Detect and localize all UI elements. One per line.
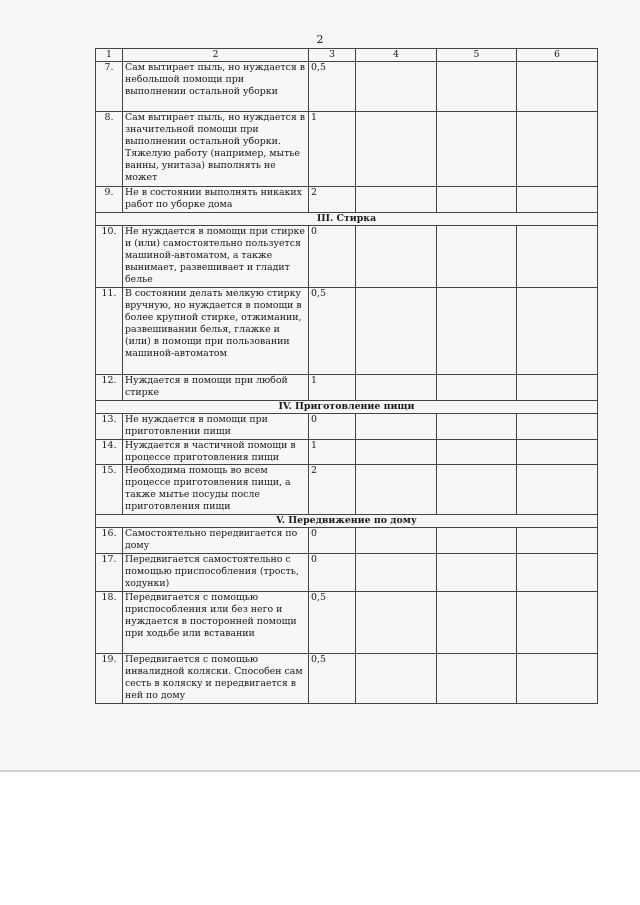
row-number: 8. bbox=[96, 112, 123, 187]
criterion-text: Необходима помощь во всем процессе приготовления пищи, а также мытье посуды после приготовления пищи bbox=[123, 465, 309, 515]
row-number: 11. bbox=[96, 288, 123, 375]
score-value: 0 bbox=[309, 554, 356, 592]
criterion-text: Не нуждается в помощи при приготовлении пищи bbox=[123, 414, 309, 440]
criterion-text: Сам вытирает пыль, но нуждается в значительной помощи при выполнении остальной уборки. Тяжелую работу (например, мытье ванны, унитаза) выполнять не может bbox=[123, 112, 309, 187]
row-number: 9. bbox=[96, 187, 123, 213]
row-number: 16. bbox=[96, 528, 123, 554]
blank-cell bbox=[356, 554, 437, 592]
row-number: 12. bbox=[96, 375, 123, 401]
score-value: 1 bbox=[309, 112, 356, 187]
score-value: 2 bbox=[309, 465, 356, 515]
blank-cell bbox=[517, 554, 598, 592]
column-header: 6 bbox=[517, 49, 598, 62]
criterion-text: Самостоятельно передвигается по дому bbox=[123, 528, 309, 554]
blank-cell bbox=[437, 554, 517, 592]
blank-cell bbox=[356, 288, 437, 375]
score-value: 1 bbox=[309, 375, 356, 401]
table-row bbox=[96, 226, 598, 288]
column-header: 1 bbox=[96, 49, 123, 62]
blank-cell bbox=[517, 592, 598, 654]
table-row bbox=[96, 112, 598, 187]
blank-cell bbox=[356, 592, 437, 654]
blank-cell bbox=[517, 187, 598, 213]
blank-cell bbox=[437, 375, 517, 401]
score-value: 0 bbox=[309, 414, 356, 440]
blank-cell bbox=[437, 465, 517, 515]
blank-cell bbox=[356, 375, 437, 401]
criterion-text: Передвигается самостоятельно с помощью приспособления (трость, ходунки) bbox=[123, 554, 309, 592]
blank-cell bbox=[517, 528, 598, 554]
blank-cell bbox=[517, 440, 598, 465]
blank-cell bbox=[356, 187, 437, 213]
blank-cell bbox=[356, 112, 437, 187]
blank-cell bbox=[437, 187, 517, 213]
row-number: 17. bbox=[96, 554, 123, 592]
blank-cell bbox=[437, 592, 517, 654]
page-number: 2 bbox=[316, 33, 324, 46]
score-value: 0,5 bbox=[309, 62, 356, 112]
column-header: 5 bbox=[437, 49, 517, 62]
section-title: III. Стирка bbox=[96, 213, 598, 226]
score-value: 1 bbox=[309, 440, 356, 465]
blank-cell bbox=[437, 654, 517, 704]
blank-cell bbox=[356, 465, 437, 515]
score-value: 0,5 bbox=[309, 592, 356, 654]
score-value: 0 bbox=[309, 226, 356, 288]
blank-cell bbox=[517, 62, 598, 112]
table-row bbox=[96, 465, 598, 515]
criterion-text: Нуждается в помощи при любой стирке bbox=[123, 375, 309, 401]
table-row bbox=[96, 187, 598, 213]
row-number: 18. bbox=[96, 592, 123, 654]
blank-cell bbox=[437, 440, 517, 465]
section-heading-row bbox=[96, 401, 598, 414]
score-value: 2 bbox=[309, 187, 356, 213]
column-header: 4 bbox=[356, 49, 437, 62]
criterion-text: Передвигается с помощью приспособления или без него и нуждается в посторонней помощи при ходьбе или вставании bbox=[123, 592, 309, 654]
blank-cell bbox=[356, 440, 437, 465]
table-row bbox=[96, 375, 598, 401]
table-row bbox=[96, 654, 598, 704]
blank-cell bbox=[437, 112, 517, 187]
column-header: 2 bbox=[123, 49, 309, 62]
score-value: 0 bbox=[309, 528, 356, 554]
blank-cell bbox=[437, 62, 517, 112]
table-row bbox=[96, 592, 598, 654]
blank-cell bbox=[517, 654, 598, 704]
criterion-text: В состоянии делать мелкую стирку вручную, но нуждается в помощи в более крупной стирке, отжимании, развешивании белья, глажке и (или) в помощи при пользовании машиной-автоматом bbox=[123, 288, 309, 375]
section-title: V. Передвижение по дому bbox=[96, 515, 598, 528]
blank-cell bbox=[517, 414, 598, 440]
row-number: 13. bbox=[96, 414, 123, 440]
column-header: 3 bbox=[309, 49, 356, 62]
blank-cell bbox=[356, 414, 437, 440]
table-row bbox=[96, 440, 598, 465]
blank-cell bbox=[517, 226, 598, 288]
blank-cell bbox=[517, 465, 598, 515]
blank-cell bbox=[356, 528, 437, 554]
blank-cell bbox=[517, 112, 598, 187]
section-heading-row bbox=[96, 213, 598, 226]
table-body bbox=[96, 49, 598, 704]
criterion-text: Сам вытирает пыль, но нуждается в небольшой помощи при выполнении остальной уборки bbox=[123, 62, 309, 112]
blank-cell bbox=[356, 62, 437, 112]
section-heading-row bbox=[96, 515, 598, 528]
table-row bbox=[96, 554, 598, 592]
table-row bbox=[96, 288, 598, 375]
blank-cell bbox=[517, 288, 598, 375]
table-header-row bbox=[96, 49, 598, 62]
table-row bbox=[96, 62, 598, 112]
assessment-table bbox=[95, 48, 598, 704]
blank-cell bbox=[517, 375, 598, 401]
blank-cell bbox=[356, 654, 437, 704]
row-number: 15. bbox=[96, 465, 123, 515]
blank-cell bbox=[437, 414, 517, 440]
score-value: 0,5 bbox=[309, 654, 356, 704]
row-number: 14. bbox=[96, 440, 123, 465]
score-value: 0,5 bbox=[309, 288, 356, 375]
section-title: IV. Приготовление пищи bbox=[96, 401, 598, 414]
blank-cell bbox=[437, 288, 517, 375]
table-row bbox=[96, 414, 598, 440]
row-number: 10. bbox=[96, 226, 123, 288]
row-number: 7. bbox=[96, 62, 123, 112]
table-row bbox=[96, 528, 598, 554]
criterion-text: Не в состоянии выполнять никаких работ по уборке дома bbox=[123, 187, 309, 213]
criterion-text: Нуждается в частичной помощи в процессе приготовления пищи bbox=[123, 440, 309, 465]
criterion-text: Не нуждается в помощи при стирке и (или) самостоятельно пользуется машиной-автоматом, а также вынимает, развешивает и гладит белье bbox=[123, 226, 309, 288]
row-number: 19. bbox=[96, 654, 123, 704]
blank-cell bbox=[437, 528, 517, 554]
criterion-text: Передвигается с помощью инвалидной коляски. Способен сам сесть в коляску и передвигается в ней по дому bbox=[123, 654, 309, 704]
blank-cell bbox=[356, 226, 437, 288]
blank-cell bbox=[437, 226, 517, 288]
